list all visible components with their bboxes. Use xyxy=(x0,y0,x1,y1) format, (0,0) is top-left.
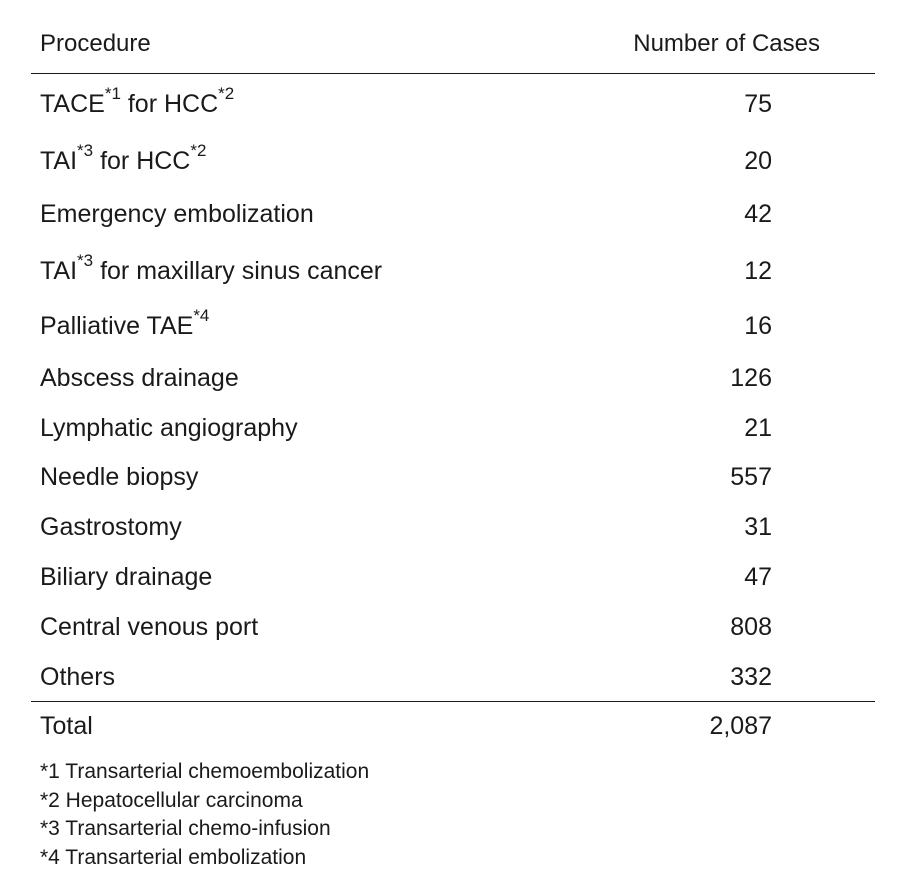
total-row xyxy=(40,705,772,741)
cases-cell: 12 xyxy=(744,257,772,285)
table-row xyxy=(40,250,772,286)
header-procedure: Procedure xyxy=(40,30,151,57)
table-row xyxy=(40,556,772,592)
table-row xyxy=(40,606,772,642)
procedure-cell: Biliary drainage xyxy=(40,563,213,591)
cases-cell: 20 xyxy=(744,147,772,175)
total-label: Total xyxy=(40,712,93,740)
table-row xyxy=(40,407,772,443)
procedure-cell xyxy=(40,140,207,176)
footnote: *4 Transarterial embolization xyxy=(40,845,307,869)
procedure-name: TAI xyxy=(40,257,78,285)
procedure-cell: Gastrostomy xyxy=(40,513,182,541)
cases-cell: 31 xyxy=(744,513,772,541)
procedure-qualifier: for HCC xyxy=(93,147,191,175)
procedure-cell: Others xyxy=(40,663,116,691)
cases-cell: 75 xyxy=(744,90,772,118)
procedure-cell: Lymphatic angiography xyxy=(40,414,298,442)
table-row xyxy=(40,140,772,176)
cases-cell: 332 xyxy=(730,663,772,691)
table-row xyxy=(40,456,772,492)
total-cases: 2,087 xyxy=(709,712,772,740)
header-number-of-cases: Number of Cases xyxy=(633,30,820,57)
procedure-name: Palliative TAE xyxy=(40,312,194,340)
footnote-ref: *2 xyxy=(190,140,207,160)
footnote-ref: *2 xyxy=(218,83,235,103)
table-row xyxy=(40,193,772,229)
cases-cell: 47 xyxy=(744,563,772,591)
header-rule xyxy=(31,73,875,74)
footnote: *2 Hepatocellular carcinoma xyxy=(40,788,303,812)
cases-cell: 808 xyxy=(730,613,772,641)
procedure-cell xyxy=(40,83,235,119)
footnotes xyxy=(40,758,369,872)
footnote-ref: *4 xyxy=(193,305,210,325)
footnote-ref: *1 xyxy=(104,83,121,103)
footnote-ref: *3 xyxy=(77,140,94,160)
procedure-name: TAI xyxy=(40,147,78,175)
footnote-ref: *3 xyxy=(77,250,94,270)
table-header xyxy=(40,30,820,64)
table-row xyxy=(40,83,772,119)
cases-cell: 557 xyxy=(730,463,772,491)
procedure-qualifier: for HCC xyxy=(120,90,219,118)
cases-cell: 126 xyxy=(730,364,772,392)
procedure-name: TACE xyxy=(40,90,105,118)
procedure-cell xyxy=(40,305,210,341)
cases-cell: 21 xyxy=(744,414,772,442)
cases-cell: 42 xyxy=(744,200,772,228)
table-row xyxy=(40,656,772,692)
table-row xyxy=(40,506,772,542)
cases-cell: 16 xyxy=(744,312,772,340)
procedure-cell: Abscess drainage xyxy=(40,364,239,392)
total-rule xyxy=(31,701,875,702)
procedure-cell: Needle biopsy xyxy=(40,463,199,491)
table-row xyxy=(40,305,772,341)
procedure-qualifier: for maxillary sinus cancer xyxy=(93,257,383,285)
footnote: *3 Transarterial chemo-infusion xyxy=(40,817,331,840)
footnote: *1 Transarterial chemoembolization xyxy=(40,760,370,783)
procedure-cell: Central venous port xyxy=(40,613,259,641)
procedure-cell: Emergency embolization xyxy=(40,200,314,228)
procedure-cell xyxy=(40,250,383,286)
table-row xyxy=(40,357,772,393)
